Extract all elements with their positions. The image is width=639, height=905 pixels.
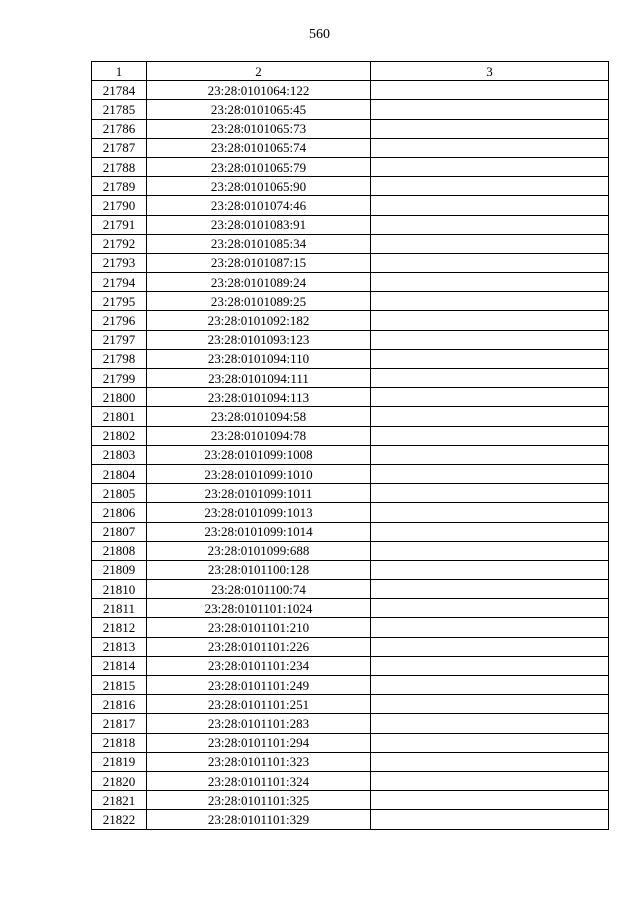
table-row [92, 618, 609, 637]
table-row [92, 522, 609, 541]
notes-cell [371, 119, 609, 138]
row-number-cell: 21791 [92, 215, 147, 234]
row-number-cell: 21808 [92, 541, 147, 560]
cadastral-number-cell: 23:28:0101101:294 [147, 733, 371, 752]
row-number-cell: 21784 [92, 81, 147, 100]
row-number-cell: 21805 [92, 484, 147, 503]
table-row [92, 464, 609, 483]
row-number-cell: 21820 [92, 771, 147, 790]
cadastral-number-cell: 23:28:0101094:111 [147, 369, 371, 388]
cadastral-number-cell: 23:28:0101065:79 [147, 157, 371, 176]
table-row [92, 273, 609, 292]
notes-cell [371, 637, 609, 656]
notes-cell [371, 522, 609, 541]
row-number-cell: 21812 [92, 618, 147, 637]
row-number-cell: 21794 [92, 273, 147, 292]
table-row [92, 484, 609, 503]
row-number-cell: 21811 [92, 599, 147, 618]
notes-cell [371, 771, 609, 790]
cadastral-number-cell: 23:28:0101065:45 [147, 100, 371, 119]
cadastral-number-cell: 23:28:0101074:46 [147, 196, 371, 215]
cadastral-number-cell: 23:28:0101099:1011 [147, 484, 371, 503]
cadastral-number-cell: 23:28:0101064:122 [147, 81, 371, 100]
table-row [92, 541, 609, 560]
row-number-cell: 21798 [92, 349, 147, 368]
cadastral-number-cell: 23:28:0101101:283 [147, 714, 371, 733]
page-number: 560 [309, 27, 330, 42]
row-number-cell: 21819 [92, 752, 147, 771]
table-row [92, 177, 609, 196]
row-number-cell: 21793 [92, 253, 147, 272]
table-row [92, 253, 609, 272]
row-number-cell: 21814 [92, 656, 147, 675]
notes-cell [371, 81, 609, 100]
notes-cell [371, 560, 609, 579]
notes-cell [371, 196, 609, 215]
notes-cell [371, 580, 609, 599]
notes-cell [371, 369, 609, 388]
table-row [92, 349, 609, 368]
notes-cell [371, 656, 609, 675]
table-row [92, 695, 609, 714]
table-row [92, 292, 609, 311]
table-row [92, 810, 609, 829]
notes-cell [371, 273, 609, 292]
cadastral-number-cell: 23:28:0101100:74 [147, 580, 371, 599]
cadastral-number-cell: 23:28:0101101:251 [147, 695, 371, 714]
row-number-cell: 21815 [92, 676, 147, 695]
table-row [92, 752, 609, 771]
notes-cell [371, 407, 609, 426]
row-number-cell: 21818 [92, 733, 147, 752]
table-row [92, 81, 609, 100]
table-row [92, 388, 609, 407]
cadastral-number-cell: 23:28:0101099:1010 [147, 464, 371, 483]
cadastral-number-cell: 23:28:0101083:91 [147, 215, 371, 234]
table-row [92, 369, 609, 388]
row-number-cell: 21804 [92, 464, 147, 483]
row-number-cell: 21816 [92, 695, 147, 714]
notes-cell [371, 138, 609, 157]
notes-cell [371, 618, 609, 637]
notes-cell [371, 714, 609, 733]
table-row [92, 138, 609, 157]
notes-cell [371, 810, 609, 829]
notes-cell [371, 157, 609, 176]
table-row [92, 580, 609, 599]
row-number-cell: 21821 [92, 791, 147, 810]
cadastral-number-cell: 23:28:0101101:226 [147, 637, 371, 656]
row-number-cell: 21802 [92, 426, 147, 445]
notes-cell [371, 752, 609, 771]
table-row [92, 560, 609, 579]
cadastral-number-cell: 23:28:0101101:323 [147, 752, 371, 771]
notes-cell [371, 311, 609, 330]
cadastral-number-cell: 23:28:0101085:34 [147, 234, 371, 253]
cadastral-number-cell: 23:28:0101093:123 [147, 330, 371, 349]
notes-cell [371, 733, 609, 752]
row-number-cell: 21809 [92, 560, 147, 579]
table-row [92, 119, 609, 138]
notes-cell [371, 388, 609, 407]
notes-cell [371, 676, 609, 695]
row-number-cell: 21822 [92, 810, 147, 829]
row-number-cell: 21810 [92, 580, 147, 599]
cadastral-number-cell: 23:28:0101099:1013 [147, 503, 371, 522]
notes-cell [371, 100, 609, 119]
notes-cell [371, 349, 609, 368]
notes-cell [371, 234, 609, 253]
cadastral-number-cell: 23:28:0101101:324 [147, 771, 371, 790]
row-number-cell: 21792 [92, 234, 147, 253]
cadastral-number-cell: 23:28:0101094:78 [147, 426, 371, 445]
cadastral-number-cell: 23:28:0101101:1024 [147, 599, 371, 618]
cadastral-number-cell: 23:28:0101087:15 [147, 253, 371, 272]
table-row [92, 445, 609, 464]
cadastral-number-cell: 23:28:0101094:113 [147, 388, 371, 407]
cadastral-number-cell: 23:28:0101065:73 [147, 119, 371, 138]
row-number-cell: 21801 [92, 407, 147, 426]
table-row [92, 157, 609, 176]
notes-cell [371, 791, 609, 810]
table-body [92, 81, 609, 829]
table-header-row [92, 62, 609, 81]
row-number-cell: 21785 [92, 100, 147, 119]
cadastral-number-cell: 23:28:0101101:234 [147, 656, 371, 675]
column-header-2: 2 [147, 62, 371, 81]
column-header-3: 3 [371, 62, 609, 81]
cadastral-number-cell: 23:28:0101094:58 [147, 407, 371, 426]
row-number-cell: 21800 [92, 388, 147, 407]
table-row [92, 676, 609, 695]
cadastral-number-cell: 23:28:0101099:1014 [147, 522, 371, 541]
row-number-cell: 21817 [92, 714, 147, 733]
table-row [92, 196, 609, 215]
table-row [92, 733, 609, 752]
cadastral-number-cell: 23:28:0101065:90 [147, 177, 371, 196]
notes-cell [371, 177, 609, 196]
row-number-cell: 21786 [92, 119, 147, 138]
column-header-1: 1 [92, 62, 147, 81]
cadastral-number-cell: 23:28:0101101:329 [147, 810, 371, 829]
row-number-cell: 21803 [92, 445, 147, 464]
table-row [92, 215, 609, 234]
cadastral-number-cell: 23:28:0101101:325 [147, 791, 371, 810]
table-row [92, 503, 609, 522]
cadastral-number-cell: 23:28:0101065:74 [147, 138, 371, 157]
cadastral-table [91, 61, 609, 830]
table-row [92, 599, 609, 618]
cadastral-number-cell: 23:28:0101101:210 [147, 618, 371, 637]
table-row [92, 791, 609, 810]
notes-cell [371, 464, 609, 483]
notes-cell [371, 445, 609, 464]
cadastral-number-cell: 23:28:0101094:110 [147, 349, 371, 368]
notes-cell [371, 503, 609, 522]
row-number-cell: 21796 [92, 311, 147, 330]
notes-cell [371, 330, 609, 349]
table-row [92, 771, 609, 790]
notes-cell [371, 484, 609, 503]
row-number-cell: 21799 [92, 369, 147, 388]
row-number-cell: 21795 [92, 292, 147, 311]
row-number-cell: 21787 [92, 138, 147, 157]
table-row [92, 637, 609, 656]
table-row [92, 330, 609, 349]
table-row [92, 426, 609, 445]
row-number-cell: 21806 [92, 503, 147, 522]
notes-cell [371, 695, 609, 714]
notes-cell [371, 253, 609, 272]
cadastral-number-cell: 23:28:0101100:128 [147, 560, 371, 579]
cadastral-number-cell: 23:28:0101101:249 [147, 676, 371, 695]
notes-cell [371, 292, 609, 311]
cadastral-number-cell: 23:28:0101089:24 [147, 273, 371, 292]
row-number-cell: 21807 [92, 522, 147, 541]
notes-cell [371, 599, 609, 618]
row-number-cell: 21788 [92, 157, 147, 176]
cadastral-number-cell: 23:28:0101099:1008 [147, 445, 371, 464]
table-row [92, 100, 609, 119]
row-number-cell: 21790 [92, 196, 147, 215]
table-row [92, 407, 609, 426]
table-row [92, 234, 609, 253]
cadastral-number-cell: 23:28:0101092:182 [147, 311, 371, 330]
table-row [92, 311, 609, 330]
notes-cell [371, 426, 609, 445]
notes-cell [371, 541, 609, 560]
row-number-cell: 21797 [92, 330, 147, 349]
table-row [92, 656, 609, 675]
row-number-cell: 21789 [92, 177, 147, 196]
cadastral-number-cell: 23:28:0101089:25 [147, 292, 371, 311]
cadastral-number-cell: 23:28:0101099:688 [147, 541, 371, 560]
notes-cell [371, 215, 609, 234]
table-row [92, 714, 609, 733]
row-number-cell: 21813 [92, 637, 147, 656]
